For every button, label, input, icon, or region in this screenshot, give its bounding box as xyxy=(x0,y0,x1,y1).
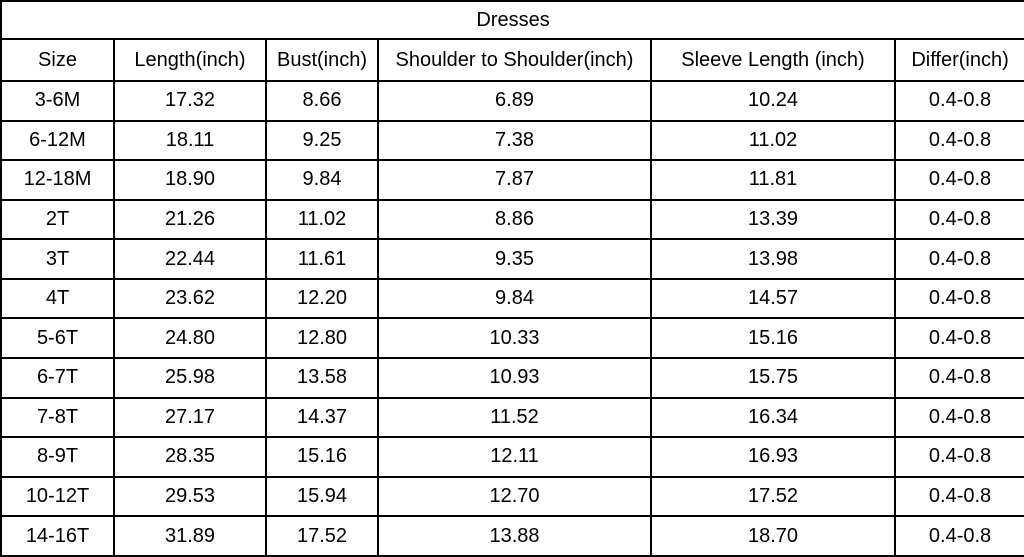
cell-length: 27.17 xyxy=(114,398,266,438)
cell-bust: 9.25 xyxy=(266,121,378,161)
cell-differ: 0.4-0.8 xyxy=(895,318,1024,358)
cell-shoulder: 12.70 xyxy=(378,477,651,517)
table-row xyxy=(1,358,1024,398)
table-title: Dresses xyxy=(1,1,1024,39)
cell-shoulder: 7.38 xyxy=(378,121,651,161)
cell-sleeve: 14.57 xyxy=(651,279,895,319)
table-row xyxy=(1,279,1024,319)
cell-length: 28.35 xyxy=(114,437,266,477)
cell-shoulder: 10.93 xyxy=(378,358,651,398)
table-row xyxy=(1,200,1024,240)
cell-bust: 14.37 xyxy=(266,398,378,438)
header-differ: Differ(inch) xyxy=(895,39,1024,81)
cell-bust: 17.52 xyxy=(266,516,378,556)
cell-size: 14-16T xyxy=(1,516,114,556)
cell-bust: 12.20 xyxy=(266,279,378,319)
cell-length: 31.89 xyxy=(114,516,266,556)
cell-shoulder: 10.33 xyxy=(378,318,651,358)
header-shoulder-to-shoulder: Shoulder to Shoulder(inch) xyxy=(378,39,651,81)
cell-size: 2T xyxy=(1,200,114,240)
cell-length: 17.32 xyxy=(114,81,266,121)
cell-size: 8-9T xyxy=(1,437,114,477)
table-row xyxy=(1,318,1024,358)
cell-sleeve: 10.24 xyxy=(651,81,895,121)
cell-shoulder: 6.89 xyxy=(378,81,651,121)
cell-bust: 11.02 xyxy=(266,200,378,240)
table-row xyxy=(1,477,1024,517)
cell-length: 21.26 xyxy=(114,200,266,240)
cell-size: 3T xyxy=(1,239,114,279)
cell-size: 4T xyxy=(1,279,114,319)
cell-sleeve: 11.02 xyxy=(651,121,895,161)
cell-differ: 0.4-0.8 xyxy=(895,437,1024,477)
table-row xyxy=(1,239,1024,279)
cell-size: 10-12T xyxy=(1,477,114,517)
header-sleeve-length: Sleeve Length (inch) xyxy=(651,39,895,81)
cell-size: 5-6T xyxy=(1,318,114,358)
title-row xyxy=(1,1,1024,39)
cell-differ: 0.4-0.8 xyxy=(895,160,1024,200)
cell-sleeve: 15.75 xyxy=(651,358,895,398)
cell-shoulder: 7.87 xyxy=(378,160,651,200)
header-length: Length(inch) xyxy=(114,39,266,81)
table-row xyxy=(1,516,1024,556)
cell-sleeve: 16.34 xyxy=(651,398,895,438)
cell-shoulder: 8.86 xyxy=(378,200,651,240)
table-row xyxy=(1,121,1024,161)
cell-shoulder: 9.35 xyxy=(378,239,651,279)
cell-length: 25.98 xyxy=(114,358,266,398)
cell-differ: 0.4-0.8 xyxy=(895,358,1024,398)
cell-size: 7-8T xyxy=(1,398,114,438)
header-row xyxy=(1,39,1024,81)
cell-bust: 9.84 xyxy=(266,160,378,200)
cell-differ: 0.4-0.8 xyxy=(895,81,1024,121)
cell-length: 22.44 xyxy=(114,239,266,279)
table-row xyxy=(1,81,1024,121)
cell-bust: 15.16 xyxy=(266,437,378,477)
cell-length: 18.11 xyxy=(114,121,266,161)
cell-size: 6-12M xyxy=(1,121,114,161)
cell-size: 3-6M xyxy=(1,81,114,121)
table-row xyxy=(1,437,1024,477)
cell-sleeve: 15.16 xyxy=(651,318,895,358)
cell-differ: 0.4-0.8 xyxy=(895,279,1024,319)
cell-size: 12-18M xyxy=(1,160,114,200)
cell-bust: 8.66 xyxy=(266,81,378,121)
table-body xyxy=(1,81,1024,556)
cell-differ: 0.4-0.8 xyxy=(895,239,1024,279)
cell-length: 23.62 xyxy=(114,279,266,319)
cell-bust: 11.61 xyxy=(266,239,378,279)
header-bust: Bust(inch) xyxy=(266,39,378,81)
cell-length: 24.80 xyxy=(114,318,266,358)
cell-size: 6-7T xyxy=(1,358,114,398)
cell-differ: 0.4-0.8 xyxy=(895,398,1024,438)
cell-shoulder: 12.11 xyxy=(378,437,651,477)
cell-sleeve: 13.39 xyxy=(651,200,895,240)
cell-shoulder: 11.52 xyxy=(378,398,651,438)
cell-differ: 0.4-0.8 xyxy=(895,477,1024,517)
cell-shoulder: 9.84 xyxy=(378,279,651,319)
cell-differ: 0.4-0.8 xyxy=(895,516,1024,556)
cell-differ: 0.4-0.8 xyxy=(895,121,1024,161)
cell-bust: 15.94 xyxy=(266,477,378,517)
table-row xyxy=(1,398,1024,438)
cell-sleeve: 18.70 xyxy=(651,516,895,556)
cell-sleeve: 17.52 xyxy=(651,477,895,517)
table-row xyxy=(1,160,1024,200)
cell-shoulder: 13.88 xyxy=(378,516,651,556)
cell-differ: 0.4-0.8 xyxy=(895,200,1024,240)
cell-length: 29.53 xyxy=(114,477,266,517)
header-size: Size xyxy=(1,39,114,81)
cell-bust: 12.80 xyxy=(266,318,378,358)
cell-sleeve: 11.81 xyxy=(651,160,895,200)
cell-bust: 13.58 xyxy=(266,358,378,398)
cell-sleeve: 13.98 xyxy=(651,239,895,279)
cell-sleeve: 16.93 xyxy=(651,437,895,477)
cell-length: 18.90 xyxy=(114,160,266,200)
